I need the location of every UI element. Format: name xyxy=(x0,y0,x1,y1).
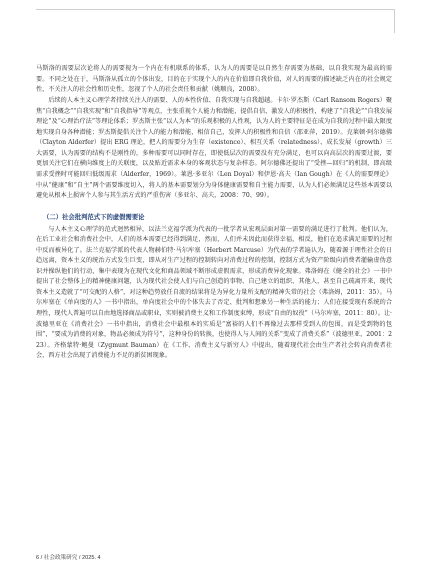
page-footer: 6 / 社会政策研究 / 2025. 4 xyxy=(36,555,101,561)
article-body xyxy=(36,64,392,362)
header-rule xyxy=(36,9,394,10)
section-heading: （二）社会批判范式下的虚假需要论 xyxy=(43,213,145,221)
paragraph-2: 后续的人本主义心理学者持续关注人的需要、人的本性价值、自我实现与自我超越。卡尔·罗杰斯（Carl Ransom Rogers）聚焦“自我概念”“自我实现”和“自我指导”等观点，主张重视个人能力和潜能，提倡自信、激发人的积极性，构建了“自我论”“自我发展理论”及“心理治疗法”等理论体系；罗杰斯主张“以人为本”的乐观积极的人性观，认为人的主要特征是在成为自我的过程中最大限度地实现自身各种潜能；罗杰斯提倡关注个人的能力和潜能，相信自己，发挥人的积极性和自信（邵亚萍，2019）。克莱顿·阿尔德佛（Clayton Alderfer）提出 ERG 理论，把人的需要分为生存（existence）、相互关系（relatedness）、成长发展（growth）三大需要，认为需要的结构不是刚性的，多种需要可以同时存在，即使低层次的需要没有充分满足，也可以向高层次的需要过渡，要更加关注它们在横向维度上的关联度，以及贴近需求本身的客观状态与复杂样态。阿尔德佛还提出了“受挫—回归”的机制，即高级需求受挫时可能回归低级需求（Alderfer，1969）。莱恩·多亚尔（Len Doyal）和伊恩·高夫（Ian Gough）在《人的需要理论》中从“健康”和“自主”两个需要维度切入，将人的基本需要划分为身体健康需要和自主能力需要，认为人们必须满足这些基本需要以避免从根本上损害个人参与其生活方式的严重伤害（多亚尔、高夫，2008：70、99）。 xyxy=(36,97,392,200)
paragraph-3: 与人本主义心理学的范式迥然相异，以法兰克福学派为代表的一批学者从宏观层面对第一需要的满足进行了批判。他们认为，在后工业社会和消费社会中，人们的基本需要已经得到满足，然而，人们并未因此而获得幸福，相反，他们在追求满足需要的过程中反而被异化了。法兰克福学派的代表人物赫伯特·马尔库塞（Herbert Marcuse）为代表的学者遍认为，随着源于理性社会的日趋远离，资本主义的统治方式发生巨变，即从对生产过程的控制转向对消费过程的控制，控制方式为资产阶级向消费者灌输虚伪意识并操纵他们的行动，集中表现为在现代文化和商品领域不断形成虚假需求，形成消费异化现象。弗洛姆在《健全的社会》一书中提出了社会整体上的精神健康问题，认为现代社会使人们与自己创造的事物、自己建立的组织、其他人，甚至自己疏离开来，现代资本主义造就了“可交配的人格”，对这种趋势放任自流的结果将是为异化力量所支配的精神失常的社会（弗洛姆，2011：35）。马尔库塞在《单向度的人》一书中指出，单向度社会中的个体失去了否定、批判和想象另一种生活的能力；人们在接受现有系统的合理性，现代人普遍可以自由地选择商品或职业，实则被消费主义和工作制度束缚，形成“自由的奴役”（马尔库塞，2011：80）。让·波德里亚在《消费社会》一书中指出，消费社会中最根本的实质是“富裕的人们不再像过去那样受到人的包围，而是受到物的包围”，“要成为消费的对象，物品必须成为符号”，这种身份的转换，也使得人与人间的关系“变成了消费关系”（波德里亚，2001：223）。齐格蒙特·鲍曼（Zygmunt Bauman）在《工作、消费主义与新穷人》中提出，随着现代社会由生产者社会转向消费者社会，西方社会出现了消费能力不足的新贫困现象。 xyxy=(36,225,392,360)
paragraph-1: 马斯洛的需要层次论将人的需要视为一个内在有机联系的体系，认为人的需要是以自然生存需要为基础，以自我实现为最高的需要。不同之处在于，马斯洛从孤立的个体出发，目的在于实现个人的内在价值即自我价值，对人的需要的描述缺乏内在的社会规定性，不关注人的社会性和历史性，忽视了个人的社会责任和贡献（姚顺良，2008）。 xyxy=(36,65,392,94)
header-corner-mark xyxy=(384,9,395,33)
